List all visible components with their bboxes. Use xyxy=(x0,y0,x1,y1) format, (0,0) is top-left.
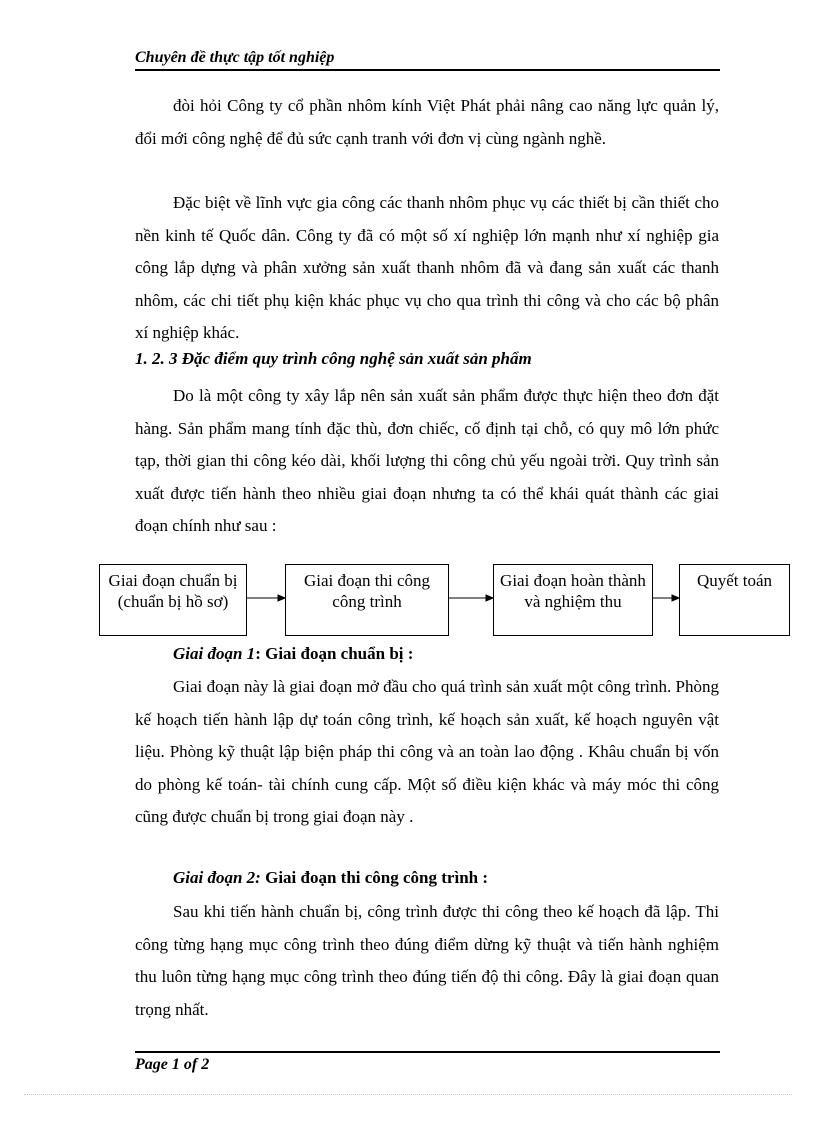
flow-step-settlement: Quyết toán xyxy=(679,564,790,636)
stage-2-heading xyxy=(173,868,488,888)
paragraph-production-process: Do là một công ty xây lắp nên sản xuất sản phẩm được thực hiện theo đơn đặt hàng. Sản phẩm mang tính đặc thù, đơn chiếc, cố định tại chỗ, có quy mô lớn phức tạp, thời gian thi công kéo dài, khối lượng thi công chủ yếu ngoài trời. Quy trình sản xuất được tiến hành theo nhiều giai đoạn nhưng ta có thể khái quát thành các giai đoạn chính như sau : xyxy=(135,386,719,535)
stage-1-title: : Giai đoạn chuẩn bị : xyxy=(255,644,414,663)
flow-arrow-3-head xyxy=(672,595,679,601)
document-header-title: Chuyên đề thực tập tốt nghiệp xyxy=(135,49,335,66)
paragraph-stage-2: Sau khi tiến hành chuẩn bị, công trình được thi công theo kế hoạch đã lập. Thi công từng hạng mục công trình theo đúng điểm dừng kỹ thuật và tiến hành nghiệm thu luôn từng hạng mục công trình theo đúng tiến độ thi công. Đây là giai đoạn quan trọng nhất. xyxy=(135,902,719,1019)
stage-2-title: Giai đoạn thi công công trình : xyxy=(260,868,489,887)
flow-step-construction: Giai đoạn thi công công trình xyxy=(285,564,449,636)
flow-step-completion-acceptance: Giai đoạn hoàn thành và nghiệm thu xyxy=(493,564,653,636)
flow-arrow-2-head xyxy=(486,595,493,601)
flow-step-preparation: Giai đoạn chuẩn bị (chuẩn bị hồ sơ) xyxy=(99,564,247,636)
section-heading-1-2-3: 1. 2. 3 Đặc điểm quy trình công nghệ sản xuất sản phẩm xyxy=(135,349,532,368)
page-number: Page 1 of 2 xyxy=(135,1056,210,1073)
page-bottom-dotted-line xyxy=(24,1094,792,1095)
stage-2-label: Giai đoạn 2: xyxy=(173,868,261,887)
footer-rule xyxy=(135,1051,720,1053)
stage-1-heading xyxy=(173,644,413,664)
paragraph-stage-1: Giai đoạn này là giai đoạn mở đầu cho quá trình sản xuất một công trình. Phòng kế hoạch tiến hành lập dự toán công trình, kế hoạch sản xuất, kế hoạch nguyên vật liệu. Phòng kỹ thuật lập biện pháp thi công và an toàn lao động . Khâu chuẩn bị vốn do phòng kế toán- tài chính cung cấp. Một số điều kiện khác và máy móc thi công cũng được chuẩn bị trong giai đoạn này . xyxy=(135,677,719,826)
paragraph-aluminum-processing: Đặc biệt về lĩnh vực gia công các thanh nhôm phục vụ các thiết bị cần thiết cho nền kinh tế Quốc dân. Công ty đã có một số xí nghiệp lớn mạnh như xí nghiệp gia công lắp dựng và phân xưởng sản xuất thanh nhôm đã và đang sản xuất các thanh nhôm, các chi tiết phụ kiện khác phục vụ cho qua trình thi công và cho các bộ phân xí nghiệp khác. xyxy=(135,193,719,342)
flow-arrow-1-head xyxy=(278,595,285,601)
paragraph-intro-continued: đòi hỏi Công ty cổ phần nhôm kính Việt Phát phải nâng cao năng lực quản lý, đổi mới công nghệ để đủ sức cạnh tranh với đơn vị cùng ngành nghề. xyxy=(135,96,719,148)
stage-1-label: Giai đoạn 1 xyxy=(173,644,256,663)
